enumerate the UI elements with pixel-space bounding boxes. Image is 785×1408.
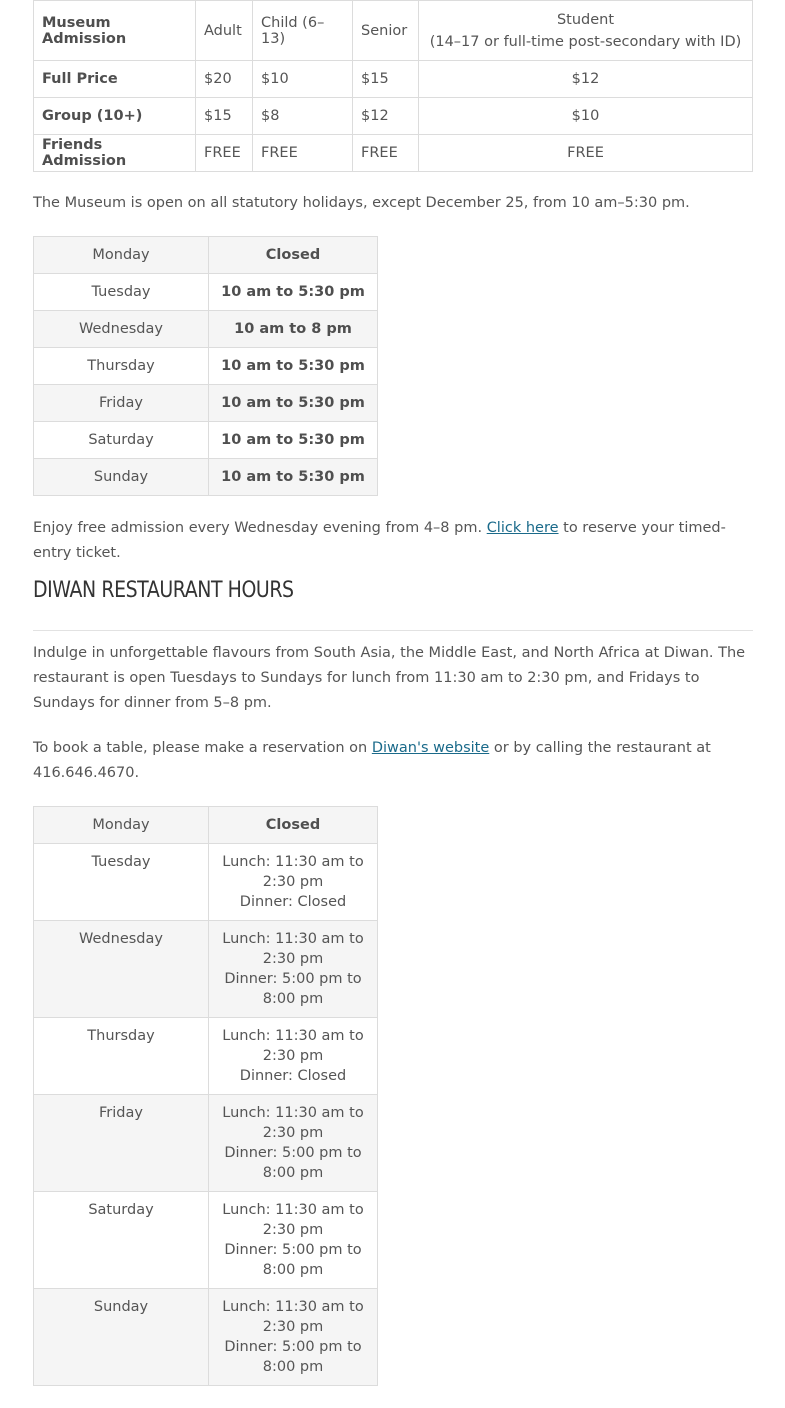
lunch-line: Lunch: 11:30 am to <box>222 1299 364 1315</box>
lunch-line: 2:30 pm <box>262 951 324 967</box>
hours-day: Friday <box>34 385 209 422</box>
free-note-text: Enjoy free admission every Wednesday evening from 4–8 pm. <box>33 520 487 536</box>
admission-row <box>34 98 753 135</box>
lunch-line: Lunch: 11:30 am to <box>222 1105 364 1121</box>
museum-hours-row <box>34 385 378 422</box>
student-title: Student <box>556 11 615 28</box>
restaurant-booking-note <box>33 736 753 786</box>
hours-time: 10 am to 5:30 pm <box>209 385 378 422</box>
lunch-line: 2:30 pm <box>262 1222 324 1238</box>
restaurant-hours-row <box>34 1289 378 1386</box>
hours-time: 10 am to 5:30 pm <box>209 459 378 496</box>
restaurant-day: Thursday <box>34 1018 209 1095</box>
admission-header-row <box>34 1 753 61</box>
admission-header-label: Museum Admission <box>34 1 196 61</box>
admission-child-price: $10 <box>253 61 353 98</box>
dinner-line: 8:00 pm <box>262 1165 324 1181</box>
museum-hours-row <box>34 311 378 348</box>
diwan-website-link[interactable]: Diwan's website <box>371 740 490 756</box>
museum-hours-table <box>33 236 378 496</box>
dinner-line: 8:00 pm <box>262 1262 324 1278</box>
admission-table <box>33 0 753 172</box>
admission-row-label: Full Price <box>34 61 196 98</box>
hours-day: Wednesday <box>34 311 209 348</box>
restaurant-hours-row <box>34 921 378 1018</box>
lunch-line: Lunch: 11:30 am to <box>222 1202 364 1218</box>
dinner-line: 8:00 pm <box>262 1359 324 1375</box>
restaurant-day: Sunday <box>34 1289 209 1386</box>
hours-time: 10 am to 8 pm <box>209 311 378 348</box>
restaurant-hours-row <box>34 807 378 844</box>
admission-child-price: $8 <box>253 98 353 135</box>
dinner-line: Dinner: Closed <box>239 1068 347 1084</box>
admission-row <box>34 61 753 98</box>
hours-day: Monday <box>34 237 209 274</box>
admission-student-price: $10 <box>419 98 753 135</box>
admission-adult-price: FREE <box>196 135 253 172</box>
restaurant-hours-row <box>34 1192 378 1289</box>
free-note-text-after: to reserve your timed-entry ticket. <box>33 520 726 561</box>
admission-row-label: Group (10+) <box>34 98 196 135</box>
dinner-line: Dinner: 5:00 pm to <box>224 1339 362 1355</box>
restaurant-hours-row <box>34 1018 378 1095</box>
restaurant-heading: DIWAN RESTAURANT HOURS <box>33 578 294 603</box>
lunch-line: Lunch: 11:30 am to <box>222 1028 364 1044</box>
hours-time: 10 am to 5:30 pm <box>209 422 378 459</box>
dinner-line: 8:00 pm <box>262 991 324 1007</box>
holiday-note: The Museum is open on all statutory holidays, except December 25, from 10 am–5:30 pm. <box>33 195 690 211</box>
admission-header-child: Child (6–13) <box>253 1 353 61</box>
lunch-line: Lunch: 11:30 am to <box>222 854 364 870</box>
restaurant-time: Closed <box>209 807 378 844</box>
dinner-line: Dinner: 5:00 pm to <box>224 971 362 987</box>
restaurant-time <box>209 1192 378 1289</box>
admission-header-senior: Senior <box>353 1 419 61</box>
admission-senior-price: $15 <box>353 61 419 98</box>
admission-senior-price: FREE <box>353 135 419 172</box>
museum-hours-row <box>34 237 378 274</box>
hours-time: 10 am to 5:30 pm <box>209 348 378 385</box>
restaurant-time <box>209 844 378 921</box>
dinner-line: Dinner: 5:00 pm to <box>224 1242 362 1258</box>
admission-student-price: $12 <box>419 61 753 98</box>
museum-hours-row <box>34 274 378 311</box>
restaurant-time <box>209 1018 378 1095</box>
restaurant-intro: Indulge in unforgettable flavours from South Asia, the Middle East, and North Africa at Diwan. The restaurant is open Tuesdays to Sundays for lunch from 11:30 am to 2:30 pm, and Fridays to Sundays for dinner from 5–8 pm. <box>33 645 746 711</box>
restaurant-hours-row <box>34 844 378 921</box>
restaurant-day: Tuesday <box>34 844 209 921</box>
student-note: (14–17 or full-time post-secondary with ID) <box>429 33 742 50</box>
admission-child-price: FREE <box>253 135 353 172</box>
hours-time: 10 am to 5:30 pm <box>209 274 378 311</box>
admission-adult-price: $20 <box>196 61 253 98</box>
restaurant-hours-row <box>34 1095 378 1192</box>
lunch-line: 2:30 pm <box>262 1048 324 1064</box>
restaurant-time <box>209 1289 378 1386</box>
restaurant-day: Wednesday <box>34 921 209 1018</box>
dinner-line: Dinner: 5:00 pm to <box>224 1145 362 1161</box>
admission-header-student <box>419 1 753 61</box>
lunch-line: 2:30 pm <box>262 1125 324 1141</box>
admission-row <box>34 135 753 172</box>
booking-text: To book a table, please make a reservation on <box>33 740 372 756</box>
admission-senior-price: $12 <box>353 98 419 135</box>
admission-row-label: Friends Admission <box>34 135 196 172</box>
restaurant-day: Friday <box>34 1095 209 1192</box>
admission-student-price: FREE <box>419 135 753 172</box>
booking-text-after: or by calling the restaurant at 416.646.4670. <box>33 740 711 781</box>
restaurant-time <box>209 1095 378 1192</box>
hours-day: Tuesday <box>34 274 209 311</box>
museum-hours-row <box>34 348 378 385</box>
museum-hours-row <box>34 459 378 496</box>
reserve-ticket-link[interactable]: Click here <box>486 520 559 536</box>
admission-header-adult: Adult <box>196 1 253 61</box>
lunch-line: Lunch: 11:30 am to <box>222 931 364 947</box>
lunch-line: 2:30 pm <box>262 874 324 890</box>
restaurant-day: Saturday <box>34 1192 209 1289</box>
museum-hours-row <box>34 422 378 459</box>
admission-adult-price: $15 <box>196 98 253 135</box>
free-admission-note <box>33 516 753 566</box>
restaurant-time <box>209 921 378 1018</box>
hours-day: Sunday <box>34 459 209 496</box>
lunch-line: 2:30 pm <box>262 1319 324 1335</box>
hours-day: Thursday <box>34 348 209 385</box>
dinner-line: Dinner: Closed <box>239 894 347 910</box>
section-divider <box>33 630 753 631</box>
hours-time: Closed <box>209 237 378 274</box>
restaurant-day: Monday <box>34 807 209 844</box>
restaurant-hours-table <box>33 806 378 1386</box>
hours-day: Saturday <box>34 422 209 459</box>
